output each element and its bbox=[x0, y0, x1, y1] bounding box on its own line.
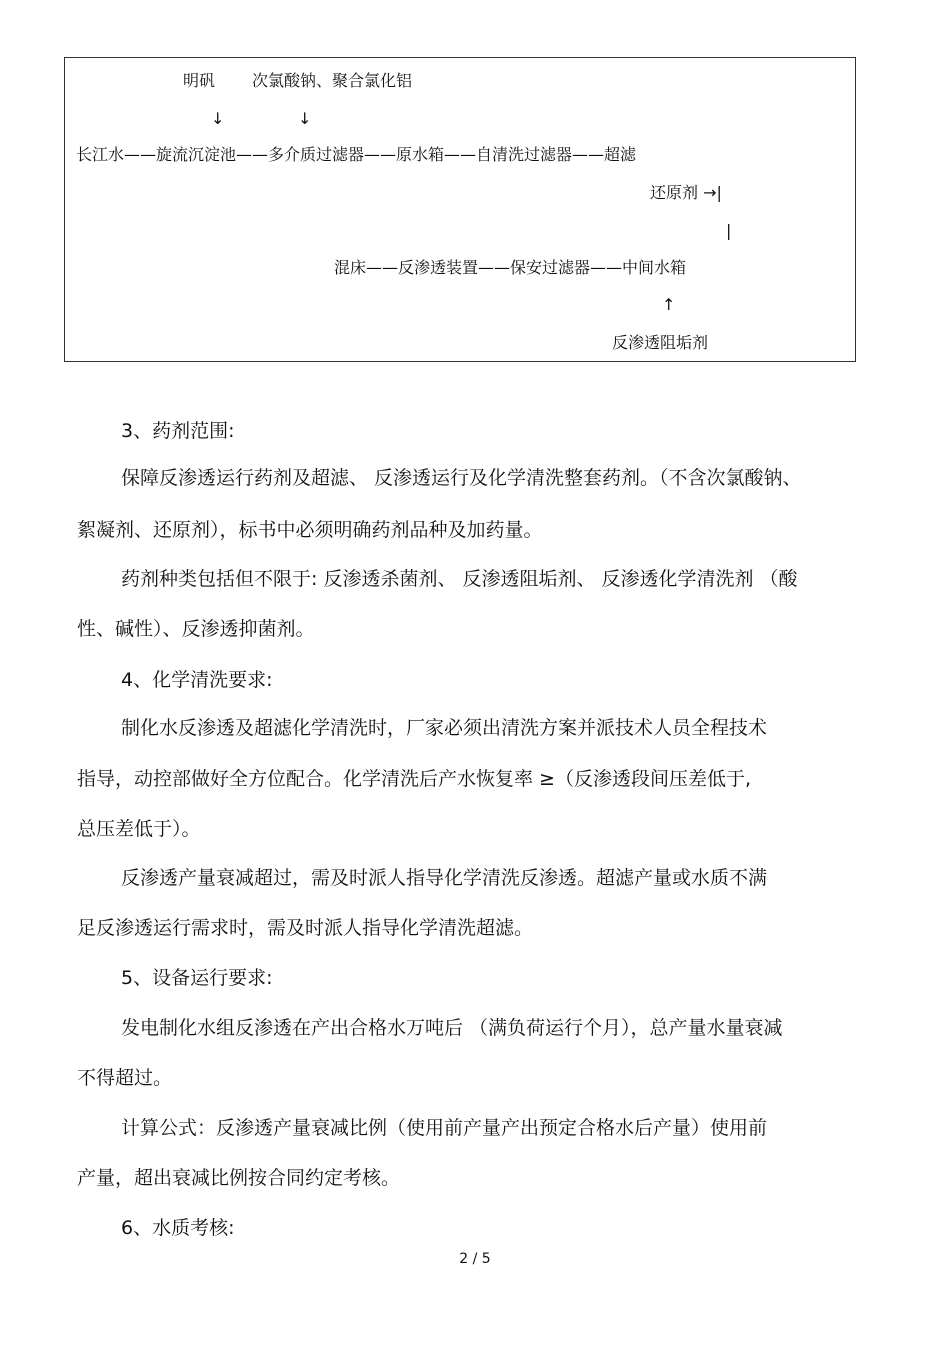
arrow-down-icon: ↓ bbox=[298, 109, 312, 128]
alum-label: 明矾 bbox=[183, 71, 216, 90]
section-6-heading: 6、水质考核: bbox=[121, 1217, 235, 1239]
page-number: 2 / 5 bbox=[459, 1251, 491, 1267]
section-5-paragraph-1-line-2: 不得超过。 bbox=[77, 1067, 173, 1089]
antiscalant-label: 反渗透阻垢剂 bbox=[612, 333, 709, 352]
arrow-down-icon: ↓ bbox=[211, 109, 225, 128]
section-3-paragraph-2-line-1: 药剂种类包括但不限于: 反渗透杀菌剂、 反渗透阻垢剂、 反渗透化学清洗剂 （酸 bbox=[121, 568, 798, 590]
connector-line: | bbox=[726, 221, 732, 240]
section-4-paragraph-2-line-2: 足反渗透运行需求时，需及时派人指导化学清洗超滤。 bbox=[77, 917, 534, 939]
section-5-heading: 5、设备运行要求: bbox=[121, 967, 273, 989]
section-4-paragraph-1-line-1: 制化水反渗透及超滤化学清洗时，厂家必须出清洗方案并派技术人员全程技术 bbox=[121, 717, 768, 739]
arrow-up-icon: ↑ bbox=[662, 295, 676, 314]
section-3-paragraph-1-line-2: 絮凝剂、还原剂），标书中必须明确药剂品种及加药量。 bbox=[77, 519, 543, 541]
bottom-process-line: 混床——反渗透装置——保安过滤器——中间水箱 bbox=[334, 258, 687, 277]
section-4-paragraph-1-line-3: 总压差低于）。 bbox=[77, 818, 201, 840]
section-5-paragraph-2-line-1: 计算公式：反渗透产量衰减比例（使用前产量产出预定合格水后产量）使用前 bbox=[121, 1117, 768, 1139]
section-5-paragraph-2-line-2: 产量，超出衰减比例按合同约定考核。 bbox=[77, 1167, 401, 1189]
section-5-paragraph-1-line-1: 发电制化水组反渗透在产出合格水万吨后 （满负荷运行个月），总产量水量衰减 bbox=[121, 1017, 783, 1039]
section-3-paragraph-1-line-1: 保障反渗透运行药剂及超滤、 反渗透运行及化学清洗整套药剂。（不含次氯酸钠、 bbox=[121, 467, 802, 489]
chemicals-label: 次氯酸钠、聚合氯化铝 bbox=[252, 71, 413, 90]
section-4-paragraph-2-line-1: 反渗透产量衰减超过，需及时派人指导化学清洗反渗透。超滤产量或水质不满 bbox=[121, 867, 768, 889]
section-3-heading: 3、药剂范围: bbox=[121, 420, 235, 442]
reducer-label: 还原剂 →| bbox=[650, 183, 722, 202]
section-3-paragraph-2-line-2: 性、碱性）、反渗透抑菌剂。 bbox=[77, 618, 315, 640]
process-flow-diagram bbox=[64, 57, 856, 362]
section-4-heading: 4、化学清洗要求: bbox=[121, 669, 273, 691]
section-4-paragraph-1-line-2: 指导，动控部做好全方位配合。化学清洗后产水恢复率 ≥（反渗透段间压差低于, bbox=[77, 768, 752, 790]
main-process-line: 长江水——旋流沉淀池——多介质过滤器——原水箱——自清洗过滤器——超滤 bbox=[76, 145, 637, 164]
